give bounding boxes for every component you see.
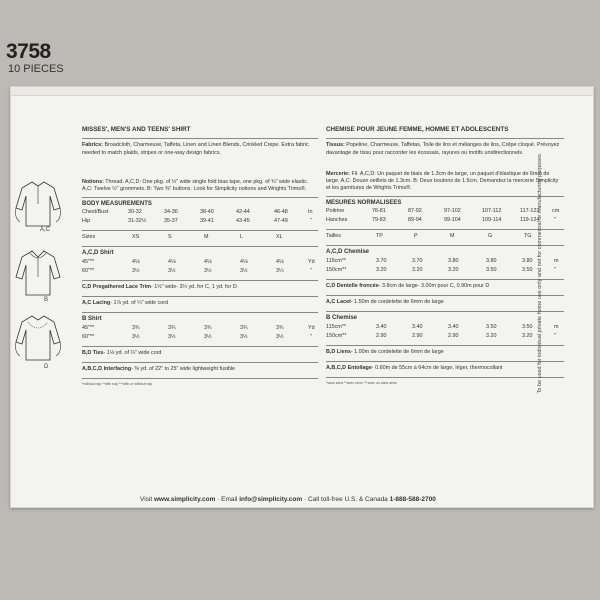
hip-value: 35-37: [164, 218, 178, 225]
divider: [326, 345, 564, 346]
b-45-label: 45"**: [82, 325, 95, 332]
liens-label: B,D Liens: [326, 349, 351, 356]
divider: [326, 295, 564, 296]
interfacing-label: A,B,C,D Interfacing: [82, 366, 132, 373]
yardage-unit: Yd: [308, 325, 315, 332]
yardage-value: 4⅛: [204, 259, 212, 266]
taille-value: P: [414, 233, 418, 240]
ties-row: [82, 350, 318, 359]
hip-value: 43-45: [236, 218, 250, 225]
chest-row: [82, 209, 318, 218]
b-60-label: 60"**: [82, 334, 95, 341]
lacet-text: - 1.50m de cordelette de 6mm de large: [350, 299, 444, 306]
divider: [82, 296, 318, 297]
yardage-value: 3¾: [204, 325, 212, 332]
divider: [82, 346, 318, 347]
metrage-value: 3.80: [486, 258, 497, 265]
yardage-value: 3¾: [240, 325, 248, 332]
tissus-paragraph: [326, 142, 564, 156]
b-chemise-heading: B Chemise: [326, 315, 358, 322]
hanches-value: 99-104: [444, 217, 461, 224]
divider: [82, 197, 318, 198]
poitrine-value: 76-81: [372, 208, 386, 215]
chest-value: 38-40: [200, 209, 214, 216]
french-title: CHEMISE POUR JEUNE FEMME, HOMME ET ADOLESCENTS: [326, 126, 509, 133]
metrage-unit: m: [554, 258, 559, 265]
divider: [82, 362, 318, 363]
divider: [326, 377, 564, 378]
poitrine-value: 117-122: [520, 208, 540, 215]
taille-value: M: [450, 233, 455, 240]
hip-value: 39-41: [200, 218, 214, 225]
contact-footer: [140, 496, 436, 503]
divider: [326, 245, 564, 246]
sizes-label: Sizes: [82, 234, 96, 241]
metrage-value: 3.80: [448, 258, 459, 265]
shirt-view-d-sketch: [14, 312, 62, 364]
divider: [82, 230, 318, 231]
acd-45-label: 45"**: [82, 259, 95, 266]
acd-60-row: [82, 268, 318, 277]
chest-value: 34-36: [164, 209, 178, 216]
yardage-value: 3½: [132, 334, 140, 341]
chest-label: Chest/Bust: [82, 209, 109, 216]
divider: [82, 378, 318, 379]
divider: [82, 280, 318, 281]
divider: [82, 312, 318, 313]
interfacing-row: [82, 366, 318, 375]
ties-text: - 1⅛ yd. of ¼" wide cord: [103, 350, 162, 357]
yardage-value: 3½: [168, 268, 176, 275]
taille-value: G: [488, 233, 493, 240]
hip-row: [82, 218, 318, 227]
chest-value: 46-48: [274, 209, 288, 216]
chest-value: 30-32: [128, 209, 142, 216]
metrage-value: 3.50: [486, 267, 497, 274]
poitrine-row: [326, 208, 564, 217]
metrage-value: 3.20: [522, 333, 533, 340]
metrage-value: 3.50: [522, 324, 533, 331]
lacet-row: [326, 299, 564, 308]
size-value: XL: [276, 234, 283, 241]
metrage-unit: ": [554, 333, 556, 340]
ties-label: B,D Ties: [82, 350, 104, 357]
dentelle-text: - 3.8cm de large- 3.00m pour C, 0.90m pour D: [378, 283, 490, 290]
metrage-value: 3.50: [486, 324, 497, 331]
b-shirt-heading-row: [82, 316, 318, 325]
divider: [326, 196, 564, 197]
yardage-value: 3½: [276, 334, 284, 341]
size-value: L: [240, 234, 243, 241]
hip-label: Hip: [82, 218, 91, 225]
metrage-value: 3.20: [412, 267, 423, 274]
yardage-value: 3½: [132, 268, 140, 275]
chest-unit: In: [308, 209, 313, 216]
metrage-value: 2.90: [448, 333, 459, 340]
fabrics-paragraph: [82, 142, 318, 156]
tissus-label: Tissus:: [326, 142, 345, 149]
entoilage-label: A,B,C,D Entoilage: [326, 365, 372, 372]
footer-website-link[interactable]: www.simplicity.com: [153, 496, 216, 503]
yardage-value: 3½: [240, 334, 248, 341]
shirt-view-ac-sketch: [14, 178, 62, 230]
footer-email-label: · Email: [217, 496, 238, 503]
yardage-value: 3¾: [168, 325, 176, 332]
english-footnote: *without nap **with nap ***with or without nap: [82, 382, 153, 387]
hanches-unit: ": [554, 217, 556, 224]
interfacing-text: - ⅜ yd. of 22" to 25" wide lightweight fusible: [131, 366, 236, 373]
metrage-value: 3.20: [376, 267, 387, 274]
lacing-text: - 1⅞ yd. of ¼" wide cord: [110, 300, 169, 307]
acd-115-label: 115cm**: [326, 258, 346, 265]
yardage-value: 3½: [204, 268, 212, 275]
divider: [326, 361, 564, 362]
hanches-value: 109-114: [482, 217, 502, 224]
yardage-value: 4⅛: [132, 259, 140, 266]
yardage-value: 3¾: [276, 325, 284, 332]
footer-phone[interactable]: 1-888-588-2700: [389, 496, 436, 503]
hanches-row: [326, 217, 564, 226]
hanches-value: 89-94: [408, 217, 422, 224]
french-column: [326, 126, 564, 386]
metrage-value: 3.40: [448, 324, 459, 331]
notions-paragraph: [82, 179, 318, 193]
french-footnote: *sans sens **avec sens ***avec ou sans sens: [326, 381, 397, 386]
taille-value: TP: [376, 233, 383, 240]
mesures-heading: MESURES NORMALISEES: [326, 200, 402, 207]
fabrics-label: Fabrics:: [82, 142, 103, 149]
b-shirt-heading: B Shirt: [82, 316, 102, 323]
yardage-value: 4⅛: [276, 259, 284, 266]
metrage-value: 3.70: [376, 258, 387, 265]
sizes-row: [82, 234, 318, 243]
metrage-value: 3.70: [412, 258, 423, 265]
fabrics-text: Broadcloth, Charmeuse, Taffeta, Linen and Linen Blends, Crinkled Crepe. Extra fabric needed to match plaids, stripes or one-way design fabrics.: [82, 142, 309, 156]
metrage-value: 3.20: [486, 333, 497, 340]
entoilage-row: [326, 365, 564, 374]
lace-row: [82, 284, 318, 293]
mercerie-label: Mercerie:: [326, 170, 350, 177]
metrage-unit: ": [554, 267, 556, 274]
hip-value: 31-32½: [128, 218, 147, 225]
metrage-unit: m: [554, 324, 559, 331]
yardage-value: 3½: [168, 334, 176, 341]
poitrine-value: 87-92: [408, 208, 422, 215]
dentelle-label: C,D Dentelle froncée: [326, 283, 379, 290]
metrage-value: 3.50: [522, 267, 533, 274]
hanches-value: 119-124: [520, 217, 540, 224]
view-label-ac: A,C: [40, 227, 51, 233]
tailles-label: Tailles: [326, 233, 341, 240]
b-45-row: [82, 325, 318, 334]
poitrine-value: 107-112: [482, 208, 502, 215]
liens-text: - 1.00m de cordelette de 6mm de large: [350, 349, 444, 356]
acd-60-label: 60"**: [82, 268, 95, 275]
chest-value: 42-44: [236, 209, 250, 216]
divider: [326, 229, 564, 230]
poitrine-label: Poitrine: [326, 208, 345, 215]
usage-notice-text: To be used for individual private home use only and not for commercial or manufacturing purposes.: [537, 152, 543, 394]
footer-visit: Visit: [140, 496, 153, 503]
size-value: S: [168, 234, 172, 241]
b-115-row: [326, 324, 564, 333]
notions-label: Notions:: [82, 178, 104, 185]
lace-label: C,D Pregathered Lace Trim: [82, 284, 151, 291]
metrage-value: 3.40: [376, 324, 387, 331]
acd-shirt-heading-row: [82, 250, 318, 259]
acd-chemise-heading: A,C,D Chemise: [326, 249, 370, 256]
yardage-value: 3¾: [132, 325, 140, 332]
usage-notice: [535, 120, 545, 440]
yardage-value: 3½: [204, 334, 212, 341]
divider: [326, 311, 564, 312]
hanches-label: Hanches: [326, 217, 348, 224]
divider: [326, 138, 564, 139]
metrage-value: 2.90: [376, 333, 387, 340]
divider: [82, 246, 318, 247]
metrage-value: 3.20: [448, 267, 459, 274]
liens-row: [326, 349, 564, 358]
footer-email-link[interactable]: info@simplicity.com: [239, 496, 303, 503]
metrage-value: 2.90: [412, 333, 423, 340]
acd-150-label: 150cm**: [326, 267, 347, 274]
acd-115-row: [326, 258, 564, 267]
view-label-b: B: [44, 297, 49, 303]
envelope-flap: [11, 87, 593, 96]
divider: [82, 138, 318, 139]
mercerie-text: Fil. A,C,D: Un paquet de biais de 1.3cm de large, un paquet d'élastique de 6mm de large. A,C: Douze oeillets de 1.3cm. B: Deux boutons de 1.5cm. Demandez la mercerie Simplicity et les garnitures de Wrights Trims®.: [326, 170, 559, 192]
divider: [326, 279, 564, 280]
acd-150-row: [326, 267, 564, 276]
english-title: MISSES', MEN'S AND TEENS' SHIRT: [82, 126, 191, 133]
piece-count: 10 PIECES: [8, 63, 64, 75]
size-value: XS: [132, 234, 140, 241]
lacet-label: A,C Lacet: [326, 299, 351, 306]
yardage-value: 4⅛: [168, 259, 176, 266]
body-measurements-heading: BODY MEASUREMENTS: [82, 201, 152, 208]
acd-shirt-heading: A,C,D Shirt: [82, 250, 114, 257]
shirt-view-b-sketch: [14, 247, 62, 299]
mercerie-paragraph: [326, 171, 564, 193]
acd-45-row: [82, 259, 318, 268]
pattern-number: 3758: [6, 40, 51, 63]
yardage-value: 3½: [240, 268, 248, 275]
lacing-row: [82, 300, 318, 309]
tailles-row: [326, 233, 564, 242]
poitrine-unit: cm: [552, 208, 560, 215]
b-150-row: [326, 333, 564, 342]
dentelle-row: [326, 283, 564, 292]
yardage-value: 4⅛: [240, 259, 248, 266]
metrage-value: 3.40: [412, 324, 423, 331]
lacing-label: A,C Lacing: [82, 300, 111, 307]
yardage-unit: Yd: [308, 259, 315, 266]
yardage-value: 3¼: [276, 268, 284, 275]
entoilage-text: - 0.60m de 55cm à 64cm de large, léger, thermocollant: [371, 365, 503, 372]
hanches-value: 79-83: [372, 217, 386, 224]
b-60-row: [82, 334, 318, 343]
poitrine-value: 97-102: [444, 208, 461, 215]
hip-value: 47-49: [274, 218, 288, 225]
taille-value: TG: [524, 233, 532, 240]
acd-chemise-heading-row: [326, 249, 564, 258]
b-150-label: 150cm**: [326, 333, 347, 340]
yardage-unit: ": [310, 334, 312, 341]
view-label-d: D: [44, 364, 49, 370]
yardage-unit: ": [310, 268, 312, 275]
b-115-label: 115cm**: [326, 324, 346, 331]
b-chemise-heading-row: [326, 315, 564, 324]
tissus-text: Popeline, Charmeuse, Taffetas, Toile de lins et mélanges de lins, Crêpe cloqué. Prévoyez davantage de tissu pour raccorder les écossais, rayures ou motifs unidirectionnels.: [326, 142, 560, 156]
notions-text: Thread. A,C,D: One pkg. of ½" wide single fold bias tape, one pkg. of ¾" wide elastic. A,C: Twelve ½" grommets. B: Two ⅜" buttons. Look for Simplicity notions and Wrights Trims®.: [82, 178, 309, 192]
hip-unit: ": [310, 218, 312, 225]
lace-text: - 1½" wide- 3¼ yd. for C, 1 yd. for D: [150, 284, 237, 291]
metrage-value: 3.80: [522, 258, 533, 265]
size-value: M: [204, 234, 209, 241]
footer-call-label: · Call toll-free U.S. & Canada: [303, 496, 388, 503]
english-column: [82, 126, 318, 387]
